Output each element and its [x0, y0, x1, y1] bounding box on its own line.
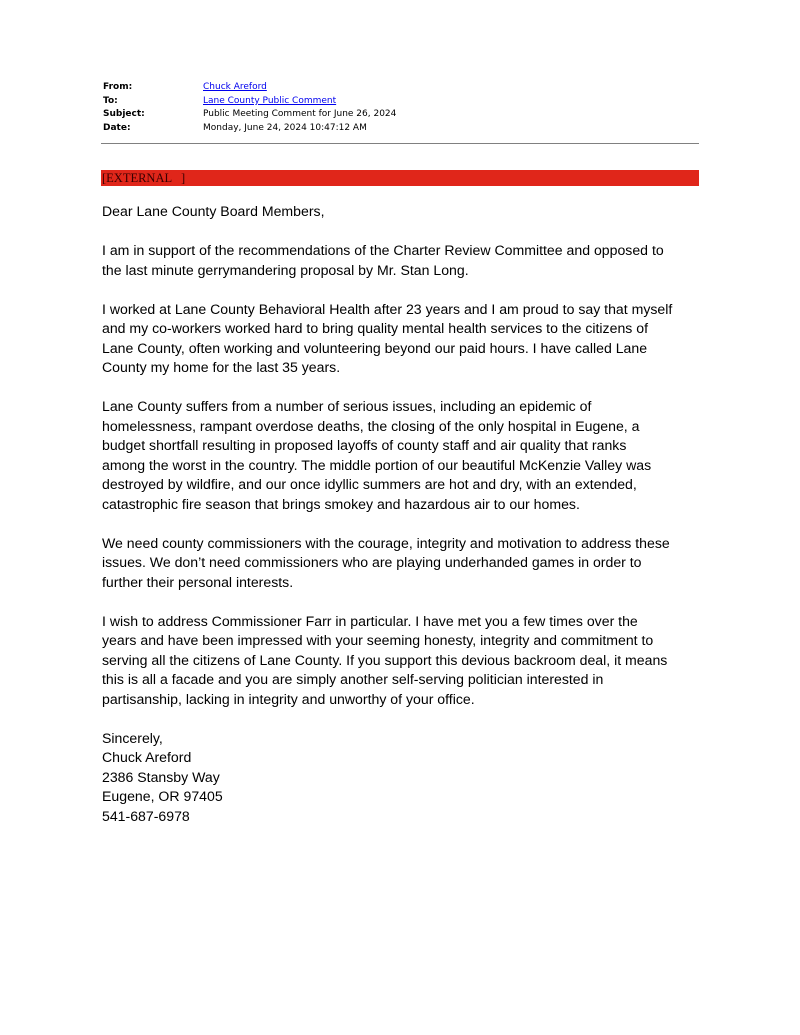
subject-row — [103, 108, 700, 122]
date-label: Date: — [103, 123, 131, 134]
paragraph-1: I am in support of the recommendations of the Charter Review Committee and opposed to the last minute gerrymandering proposal by Mr. Stan Long. — [102, 242, 664, 278]
signature-city: Eugene, OR 97405 — [102, 788, 223, 804]
letter-body — [102, 202, 702, 846]
from-link[interactable]: Chuck Areford — [203, 82, 267, 92]
header-divider — [101, 143, 699, 144]
email-header — [103, 81, 700, 136]
paragraph-2: I worked at Lane County Behavioral Health after 23 years and I am proud to say that myself and my co-workers worked hard to bring quality mental health services to the citizens of Lane County, often working and volunteering beyond our paid hours. I have called Lane County my home for the last 35 years. — [102, 300, 673, 375]
paragraph-3: Lane County suffers from a number of serious issues, including an epidemic of homelessness, rampant overdose deaths, the closing of the only hospital in Eugene, a budget shortfall resulting in proposed layoffs of county staff and air quality that ranks among the worst in the country. The middle portion of our beautiful McKenzie Valley was destroyed by wildfire, and our once idyllic summers are hot and dry, with an extended, catastrophic fire season that brings smokey and hazardous air to our homes. — [102, 398, 652, 512]
greeting: Dear Lane County Board Members, — [102, 203, 325, 219]
signature-name: Chuck Areford — [102, 749, 192, 765]
signature-closing: Sincerely, — [102, 729, 163, 746]
external-banner: [EXTERNAL ] — [101, 170, 699, 186]
from-row — [103, 81, 700, 95]
to-link[interactable]: Lane County Public Comment — [203, 95, 337, 106]
signature-street: 2386 Stansby Way — [102, 768, 220, 785]
to-label: To: — [103, 95, 118, 106]
to-row — [103, 95, 700, 109]
from-label: From: — [103, 82, 133, 92]
signature-block — [102, 729, 702, 827]
paragraph-4: We need county commissioners with the courage, integrity and motivation to address these issues. We don’t need commissioners who are playing underhanded games in order to further their personal interests. — [102, 534, 670, 590]
subject-value: Public Meeting Comment for June 26, 2024 — [203, 109, 397, 120]
subject-label: Subject: — [103, 109, 145, 120]
paragraph-5: I wish to address Commissioner Farr in particular. I have met you a few times over the years and have been impressed with your seeming honesty, integrity and commitment to serving all the citizens of Lane County. If you support this devious backroom deal, it means this is all a facade and you are simply another self-serving politician interested in partisanship, lacking in integrity and unworthy of your office. — [102, 612, 668, 707]
date-row — [103, 122, 700, 136]
signature-phone: 541-687-6978 — [102, 807, 190, 824]
date-value: Monday, June 24, 2024 10:47:12 AM — [203, 123, 367, 134]
